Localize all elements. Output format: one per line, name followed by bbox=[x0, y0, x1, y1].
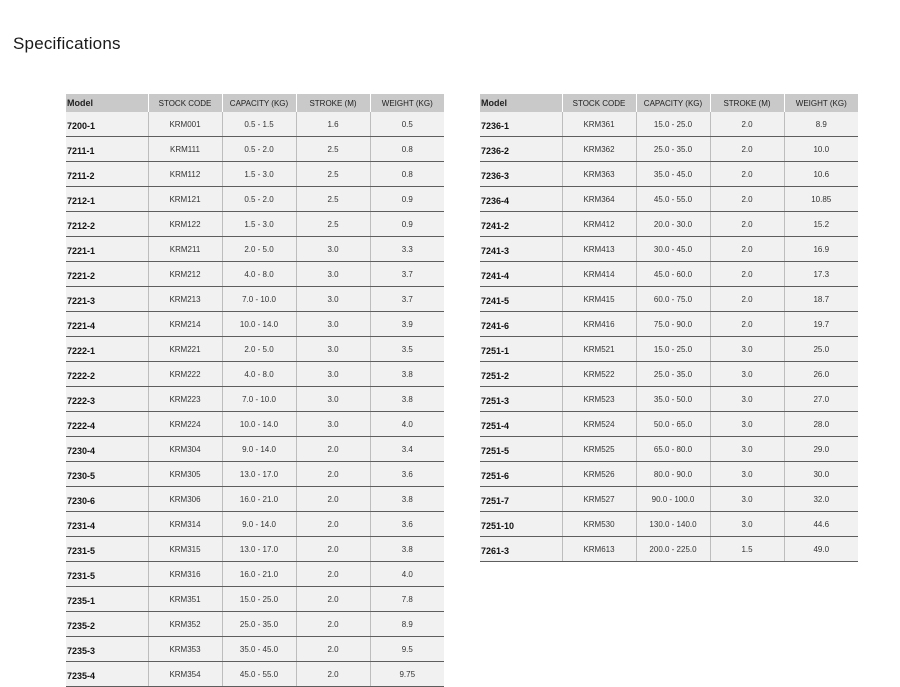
cell-capacity: 25.0 - 35.0 bbox=[222, 612, 296, 637]
cell-stroke: 3.0 bbox=[710, 387, 784, 412]
cell-capacity: 4.0 - 8.0 bbox=[222, 262, 296, 287]
cell-weight: 4.0 bbox=[370, 412, 444, 437]
cell-capacity: 20.0 - 30.0 bbox=[636, 212, 710, 237]
table-row bbox=[66, 137, 444, 162]
cell-weight: 16.9 bbox=[784, 237, 858, 262]
cell-capacity: 60.0 - 75.0 bbox=[636, 287, 710, 312]
table-row bbox=[66, 162, 444, 187]
cell-weight: 27.0 bbox=[784, 387, 858, 412]
cell-model: 7221-4 bbox=[66, 312, 148, 337]
cell-stroke: 2.0 bbox=[296, 512, 370, 537]
cell-weight: 3.6 bbox=[370, 512, 444, 537]
table-row bbox=[480, 462, 858, 487]
cell-weight: 3.4 bbox=[370, 437, 444, 462]
cell-capacity: 0.5 - 1.5 bbox=[222, 112, 296, 137]
cell-weight: 0.9 bbox=[370, 187, 444, 212]
cell-stock-code: KRM415 bbox=[562, 287, 636, 312]
cell-capacity: 16.0 - 21.0 bbox=[222, 562, 296, 587]
cell-model: 7241-4 bbox=[480, 262, 562, 287]
cell-model: 7236-2 bbox=[480, 137, 562, 162]
cell-weight: 3.8 bbox=[370, 362, 444, 387]
cell-model: 7251-7 bbox=[480, 487, 562, 512]
cell-weight: 10.0 bbox=[784, 137, 858, 162]
table-row bbox=[66, 237, 444, 262]
table-row bbox=[66, 637, 444, 662]
cell-weight: 25.0 bbox=[784, 337, 858, 362]
cell-capacity: 45.0 - 60.0 bbox=[636, 262, 710, 287]
cell-weight: 10.6 bbox=[784, 162, 858, 187]
cell-stroke: 2.0 bbox=[296, 637, 370, 662]
cell-capacity: 2.0 - 5.0 bbox=[222, 337, 296, 362]
cell-stock-code: KRM416 bbox=[562, 312, 636, 337]
cell-weight: 3.8 bbox=[370, 387, 444, 412]
cell-stock-code: KRM521 bbox=[562, 337, 636, 362]
cell-stroke: 3.0 bbox=[296, 412, 370, 437]
cell-capacity: 75.0 - 90.0 bbox=[636, 312, 710, 337]
table-row bbox=[66, 462, 444, 487]
cell-model: 7241-3 bbox=[480, 237, 562, 262]
cell-stock-code: KRM353 bbox=[148, 637, 222, 662]
cell-model: 7230-5 bbox=[66, 462, 148, 487]
cell-model: 7236-1 bbox=[480, 112, 562, 137]
cell-stock-code: KRM613 bbox=[562, 537, 636, 562]
table-row bbox=[480, 437, 858, 462]
cell-capacity: 9.0 - 14.0 bbox=[222, 512, 296, 537]
cell-weight: 30.0 bbox=[784, 462, 858, 487]
cell-stock-code: KRM314 bbox=[148, 512, 222, 537]
cell-stroke: 2.0 bbox=[296, 487, 370, 512]
cell-stock-code: KRM362 bbox=[562, 137, 636, 162]
cell-stock-code: KRM221 bbox=[148, 337, 222, 362]
cell-stroke: 3.0 bbox=[710, 437, 784, 462]
table-row bbox=[66, 537, 444, 562]
cell-stock-code: KRM212 bbox=[148, 262, 222, 287]
cell-stroke: 3.0 bbox=[710, 462, 784, 487]
header-stock-code: STOCK CODE bbox=[562, 94, 636, 112]
cell-model: 7222-4 bbox=[66, 412, 148, 437]
cell-capacity: 15.0 - 25.0 bbox=[636, 337, 710, 362]
cell-stroke: 3.0 bbox=[296, 287, 370, 312]
cell-weight: 3.5 bbox=[370, 337, 444, 362]
cell-stroke: 2.0 bbox=[296, 562, 370, 587]
cell-stock-code: KRM351 bbox=[148, 587, 222, 612]
cell-stock-code: KRM413 bbox=[562, 237, 636, 262]
table-row bbox=[66, 312, 444, 337]
cell-model: 7230-6 bbox=[66, 487, 148, 512]
table-row bbox=[480, 187, 858, 212]
cell-capacity: 50.0 - 65.0 bbox=[636, 412, 710, 437]
header-weight: WEIGHT (KG) bbox=[370, 94, 444, 112]
cell-weight: 9.5 bbox=[370, 637, 444, 662]
cell-stroke: 2.0 bbox=[710, 237, 784, 262]
table-row bbox=[480, 337, 858, 362]
cell-model: 7222-1 bbox=[66, 337, 148, 362]
cell-capacity: 13.0 - 17.0 bbox=[222, 462, 296, 487]
table-row bbox=[66, 287, 444, 312]
cell-weight: 19.7 bbox=[784, 312, 858, 337]
cell-model: 7231-5 bbox=[66, 562, 148, 587]
cell-capacity: 80.0 - 90.0 bbox=[636, 462, 710, 487]
spec-table-left bbox=[66, 94, 444, 687]
cell-stock-code: KRM526 bbox=[562, 462, 636, 487]
header-capacity: CAPACITY (KG) bbox=[222, 94, 296, 112]
cell-stroke: 2.0 bbox=[296, 587, 370, 612]
cell-stock-code: KRM211 bbox=[148, 237, 222, 262]
cell-capacity: 35.0 - 50.0 bbox=[636, 387, 710, 412]
cell-stroke: 3.0 bbox=[296, 262, 370, 287]
cell-stock-code: KRM523 bbox=[562, 387, 636, 412]
table-header-row bbox=[66, 94, 444, 112]
cell-weight: 0.5 bbox=[370, 112, 444, 137]
cell-weight: 3.6 bbox=[370, 462, 444, 487]
cell-weight: 28.0 bbox=[784, 412, 858, 437]
cell-stock-code: KRM304 bbox=[148, 437, 222, 462]
cell-weight: 8.9 bbox=[784, 112, 858, 137]
cell-stock-code: KRM522 bbox=[562, 362, 636, 387]
cell-capacity: 35.0 - 45.0 bbox=[636, 162, 710, 187]
cell-capacity: 90.0 - 100.0 bbox=[636, 487, 710, 512]
cell-stroke: 2.5 bbox=[296, 187, 370, 212]
cell-stroke: 2.5 bbox=[296, 212, 370, 237]
cell-stroke: 2.0 bbox=[296, 462, 370, 487]
cell-capacity: 16.0 - 21.0 bbox=[222, 487, 296, 512]
cell-capacity: 200.0 - 225.0 bbox=[636, 537, 710, 562]
cell-stroke: 3.0 bbox=[710, 337, 784, 362]
cell-capacity: 65.0 - 80.0 bbox=[636, 437, 710, 462]
cell-weight: 3.9 bbox=[370, 312, 444, 337]
table-row bbox=[66, 487, 444, 512]
cell-capacity: 13.0 - 17.0 bbox=[222, 537, 296, 562]
cell-capacity: 10.0 - 14.0 bbox=[222, 412, 296, 437]
table-row bbox=[66, 412, 444, 437]
cell-weight: 0.8 bbox=[370, 137, 444, 162]
table-row bbox=[480, 537, 858, 562]
cell-stroke: 2.0 bbox=[710, 112, 784, 137]
cell-model: 7236-4 bbox=[480, 187, 562, 212]
cell-capacity: 15.0 - 25.0 bbox=[636, 112, 710, 137]
cell-stock-code: KRM354 bbox=[148, 662, 222, 687]
cell-stock-code: KRM315 bbox=[148, 537, 222, 562]
cell-stock-code: KRM316 bbox=[148, 562, 222, 587]
cell-weight: 3.7 bbox=[370, 287, 444, 312]
header-weight: WEIGHT (KG) bbox=[784, 94, 858, 112]
cell-stroke: 2.0 bbox=[710, 187, 784, 212]
table-row bbox=[480, 137, 858, 162]
cell-model: 7212-2 bbox=[66, 212, 148, 237]
table-row bbox=[66, 187, 444, 212]
table-row bbox=[480, 412, 858, 437]
cell-stroke: 3.0 bbox=[710, 412, 784, 437]
cell-stroke: 3.0 bbox=[710, 512, 784, 537]
cell-capacity: 35.0 - 45.0 bbox=[222, 637, 296, 662]
cell-stock-code: KRM213 bbox=[148, 287, 222, 312]
cell-stock-code: KRM525 bbox=[562, 437, 636, 462]
cell-stock-code: KRM527 bbox=[562, 487, 636, 512]
cell-stock-code: KRM363 bbox=[562, 162, 636, 187]
cell-weight: 0.8 bbox=[370, 162, 444, 187]
cell-stock-code: KRM524 bbox=[562, 412, 636, 437]
cell-stock-code: KRM361 bbox=[562, 112, 636, 137]
cell-model: 7200-1 bbox=[66, 112, 148, 137]
cell-stock-code: KRM112 bbox=[148, 162, 222, 187]
cell-weight: 3.7 bbox=[370, 262, 444, 287]
cell-stock-code: KRM111 bbox=[148, 137, 222, 162]
cell-capacity: 1.5 - 3.0 bbox=[222, 162, 296, 187]
cell-model: 7261-3 bbox=[480, 537, 562, 562]
cell-stock-code: KRM305 bbox=[148, 462, 222, 487]
cell-stroke: 3.0 bbox=[296, 362, 370, 387]
table-row bbox=[480, 287, 858, 312]
cell-model: 7231-4 bbox=[66, 512, 148, 537]
table-row bbox=[66, 362, 444, 387]
header-model: Model bbox=[480, 94, 562, 112]
cell-capacity: 9.0 - 14.0 bbox=[222, 437, 296, 462]
cell-stock-code: KRM224 bbox=[148, 412, 222, 437]
table-row bbox=[480, 312, 858, 337]
cell-stroke: 1.5 bbox=[710, 537, 784, 562]
cell-stroke: 2.0 bbox=[296, 612, 370, 637]
table-row bbox=[66, 387, 444, 412]
cell-model: 7222-2 bbox=[66, 362, 148, 387]
cell-stroke: 2.5 bbox=[296, 137, 370, 162]
cell-model: 7251-1 bbox=[480, 337, 562, 362]
table-row bbox=[480, 112, 858, 137]
cell-model: 7230-4 bbox=[66, 437, 148, 462]
cell-weight: 3.3 bbox=[370, 237, 444, 262]
cell-model: 7251-4 bbox=[480, 412, 562, 437]
header-stroke: STROKE (M) bbox=[710, 94, 784, 112]
table-row bbox=[66, 512, 444, 537]
table-row bbox=[480, 512, 858, 537]
cell-capacity: 45.0 - 55.0 bbox=[222, 662, 296, 687]
cell-model: 7221-2 bbox=[66, 262, 148, 287]
cell-weight: 32.0 bbox=[784, 487, 858, 512]
cell-model: 7222-3 bbox=[66, 387, 148, 412]
table-row bbox=[480, 162, 858, 187]
cell-model: 7211-2 bbox=[66, 162, 148, 187]
table-row bbox=[480, 487, 858, 512]
cell-stroke: 3.0 bbox=[710, 362, 784, 387]
cell-model: 7241-5 bbox=[480, 287, 562, 312]
cell-weight: 26.0 bbox=[784, 362, 858, 387]
table-row bbox=[480, 212, 858, 237]
cell-weight: 0.9 bbox=[370, 212, 444, 237]
cell-model: 7251-6 bbox=[480, 462, 562, 487]
table-row bbox=[66, 437, 444, 462]
cell-model: 7221-1 bbox=[66, 237, 148, 262]
cell-stroke: 2.0 bbox=[710, 287, 784, 312]
header-capacity: CAPACITY (KG) bbox=[636, 94, 710, 112]
cell-model: 7241-2 bbox=[480, 212, 562, 237]
cell-weight: 7.8 bbox=[370, 587, 444, 612]
cell-weight: 29.0 bbox=[784, 437, 858, 462]
cell-model: 7236-3 bbox=[480, 162, 562, 187]
cell-stock-code: KRM223 bbox=[148, 387, 222, 412]
cell-stock-code: KRM122 bbox=[148, 212, 222, 237]
cell-stock-code: KRM222 bbox=[148, 362, 222, 387]
spec-table-right bbox=[480, 94, 858, 562]
cell-model: 7212-1 bbox=[66, 187, 148, 212]
cell-capacity: 25.0 - 35.0 bbox=[636, 362, 710, 387]
table-row bbox=[480, 237, 858, 262]
cell-stroke: 2.0 bbox=[296, 537, 370, 562]
cell-weight: 10.85 bbox=[784, 187, 858, 212]
cell-stroke: 1.6 bbox=[296, 112, 370, 137]
cell-capacity: 45.0 - 55.0 bbox=[636, 187, 710, 212]
cell-weight: 15.2 bbox=[784, 212, 858, 237]
cell-stroke: 2.0 bbox=[710, 312, 784, 337]
page-title: Specifications bbox=[13, 34, 121, 53]
cell-stock-code: KRM530 bbox=[562, 512, 636, 537]
header-model: Model bbox=[66, 94, 148, 112]
cell-stock-code: KRM364 bbox=[562, 187, 636, 212]
table-row bbox=[66, 212, 444, 237]
cell-model: 7235-2 bbox=[66, 612, 148, 637]
cell-stock-code: KRM306 bbox=[148, 487, 222, 512]
table-row bbox=[66, 262, 444, 287]
cell-capacity: 0.5 - 2.0 bbox=[222, 187, 296, 212]
cell-stock-code: KRM214 bbox=[148, 312, 222, 337]
cell-weight: 44.6 bbox=[784, 512, 858, 537]
cell-stroke: 3.0 bbox=[296, 387, 370, 412]
table-row bbox=[66, 112, 444, 137]
cell-stroke: 2.0 bbox=[710, 262, 784, 287]
cell-stock-code: KRM414 bbox=[562, 262, 636, 287]
cell-capacity: 1.5 - 3.0 bbox=[222, 212, 296, 237]
table-row bbox=[66, 337, 444, 362]
cell-stroke: 3.0 bbox=[296, 237, 370, 262]
cell-weight: 18.7 bbox=[784, 287, 858, 312]
cell-stroke: 2.0 bbox=[710, 212, 784, 237]
table-row bbox=[480, 362, 858, 387]
cell-stock-code: KRM352 bbox=[148, 612, 222, 637]
table-header-row bbox=[480, 94, 858, 112]
cell-stroke: 3.0 bbox=[296, 337, 370, 362]
cell-weight: 49.0 bbox=[784, 537, 858, 562]
cell-stroke: 2.5 bbox=[296, 162, 370, 187]
cell-stock-code: KRM121 bbox=[148, 187, 222, 212]
cell-stroke: 2.0 bbox=[710, 162, 784, 187]
cell-capacity: 2.0 - 5.0 bbox=[222, 237, 296, 262]
cell-model: 7251-10 bbox=[480, 512, 562, 537]
header-stroke: STROKE (M) bbox=[296, 94, 370, 112]
table-row bbox=[480, 262, 858, 287]
cell-stroke: 2.0 bbox=[296, 437, 370, 462]
cell-capacity: 130.0 - 140.0 bbox=[636, 512, 710, 537]
cell-weight: 9.75 bbox=[370, 662, 444, 687]
cell-weight: 8.9 bbox=[370, 612, 444, 637]
cell-stroke: 2.0 bbox=[296, 662, 370, 687]
cell-capacity: 0.5 - 2.0 bbox=[222, 137, 296, 162]
cell-weight: 3.8 bbox=[370, 487, 444, 512]
cell-model: 7251-2 bbox=[480, 362, 562, 387]
cell-stroke: 3.0 bbox=[710, 487, 784, 512]
cell-model: 7231-5 bbox=[66, 537, 148, 562]
cell-capacity: 7.0 - 10.0 bbox=[222, 287, 296, 312]
cell-model: 7251-3 bbox=[480, 387, 562, 412]
cell-model: 7235-4 bbox=[66, 662, 148, 687]
cell-model: 7221-3 bbox=[66, 287, 148, 312]
cell-stock-code: KRM001 bbox=[148, 112, 222, 137]
cell-model: 7235-1 bbox=[66, 587, 148, 612]
cell-stroke: 2.0 bbox=[710, 137, 784, 162]
cell-weight: 4.0 bbox=[370, 562, 444, 587]
table-row bbox=[480, 387, 858, 412]
cell-weight: 3.8 bbox=[370, 537, 444, 562]
cell-capacity: 10.0 - 14.0 bbox=[222, 312, 296, 337]
cell-capacity: 4.0 - 8.0 bbox=[222, 362, 296, 387]
cell-model: 7211-1 bbox=[66, 137, 148, 162]
cell-model: 7235-3 bbox=[66, 637, 148, 662]
cell-capacity: 7.0 - 10.0 bbox=[222, 387, 296, 412]
cell-capacity: 15.0 - 25.0 bbox=[222, 587, 296, 612]
cell-stock-code: KRM412 bbox=[562, 212, 636, 237]
table-row bbox=[66, 562, 444, 587]
table-row bbox=[66, 612, 444, 637]
cell-model: 7241-6 bbox=[480, 312, 562, 337]
table-row bbox=[66, 587, 444, 612]
cell-weight: 17.3 bbox=[784, 262, 858, 287]
cell-stroke: 3.0 bbox=[296, 312, 370, 337]
cell-capacity: 30.0 - 45.0 bbox=[636, 237, 710, 262]
cell-model: 7251-5 bbox=[480, 437, 562, 462]
table-row bbox=[66, 662, 444, 687]
cell-capacity: 25.0 - 35.0 bbox=[636, 137, 710, 162]
header-stock-code: STOCK CODE bbox=[148, 94, 222, 112]
